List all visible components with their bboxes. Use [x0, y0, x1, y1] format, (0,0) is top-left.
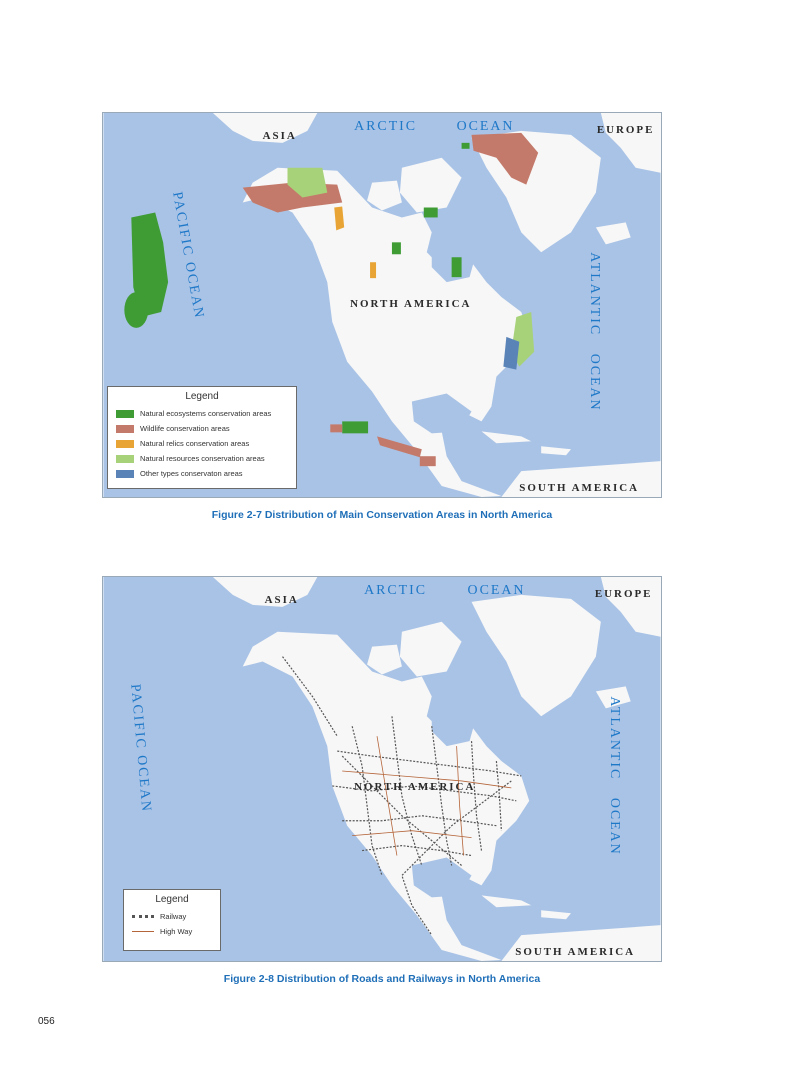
europe-label: EUROPE — [594, 587, 653, 600]
south-america-label: SOUTH AMERICA — [515, 946, 636, 959]
legend-item-highway — [132, 924, 212, 939]
wildlife-area — [420, 456, 436, 466]
asia-label: ASIA — [264, 593, 299, 606]
figure-caption: Figure 2-8 Distribution of Roads and Railways in North America — [223, 973, 541, 985]
asia-label: ASIA — [262, 129, 297, 142]
natural-relics-area — [370, 262, 376, 278]
legend-label: Railway — [160, 912, 187, 921]
legend-title: Legend — [185, 391, 219, 402]
arctic-ocean-label: OCEAN — [467, 582, 526, 598]
legend-label: Other types conservaton areas — [140, 469, 243, 478]
legend-swatch — [116, 470, 134, 478]
highway-swatch — [132, 931, 154, 932]
natural-ecosystem-area — [462, 143, 470, 149]
pacific-ocean-label: PACIFIC OCEAN — [127, 683, 154, 814]
atlantic-label: ATLANTIC — [606, 696, 622, 781]
north-america-label: NORTH AMERICA — [350, 297, 472, 310]
roads-legend — [123, 889, 221, 951]
natural-ecosystem-area — [342, 421, 368, 433]
legend-label: Natural ecosystems conservation areas — [140, 409, 272, 418]
legend-item — [116, 421, 288, 436]
pacific-ocean-label: PACIFIC OCEAN — [169, 190, 207, 321]
legend-swatch — [116, 425, 134, 433]
natural-ecosystem-area — [424, 208, 438, 218]
railway-swatch — [132, 915, 154, 918]
figure-caption: Figure 2-7 Distribution of Main Conservation Areas in North America — [211, 509, 553, 521]
wildlife-area — [330, 424, 342, 432]
page-number: 056 — [38, 1016, 55, 1027]
atlantic-label: ATLANTIC — [586, 252, 602, 337]
legend-swatch — [116, 440, 134, 448]
arctic-ocean-label: OCEAN — [456, 118, 515, 134]
conservation-areas-map — [102, 112, 662, 498]
legend-label: Natural resources conservation areas — [140, 454, 265, 463]
legend-item — [116, 451, 288, 466]
natural-ecosystem-area — [452, 257, 462, 277]
south-america-label: SOUTH AMERICA — [519, 482, 640, 495]
legend-label: Wildlife conservation areas — [140, 424, 230, 433]
arctic-label: ARCTIC — [354, 118, 418, 134]
arctic-label: ARCTIC — [364, 582, 428, 598]
legend-item — [116, 436, 288, 451]
legend-item — [116, 466, 288, 481]
europe-label: EUROPE — [596, 123, 655, 136]
natural-ecosystem-area — [124, 292, 148, 328]
atlantic-ocean-label: OCEAN — [586, 353, 602, 412]
legend-item — [116, 406, 288, 421]
legend-label: High Way — [160, 927, 193, 936]
natural-ecosystem-area — [392, 242, 401, 254]
roads-railways-map — [102, 576, 662, 962]
legend-label: Natural relics conservation areas — [140, 439, 250, 448]
legend-item-railway — [132, 909, 212, 924]
conservation-legend — [107, 386, 297, 489]
atlantic-ocean-label: OCEAN — [606, 797, 622, 856]
north-america-label: NORTH AMERICA — [354, 780, 476, 793]
legend-title: Legend — [155, 894, 189, 905]
legend-swatch — [116, 455, 134, 463]
legend-swatch — [116, 410, 134, 418]
